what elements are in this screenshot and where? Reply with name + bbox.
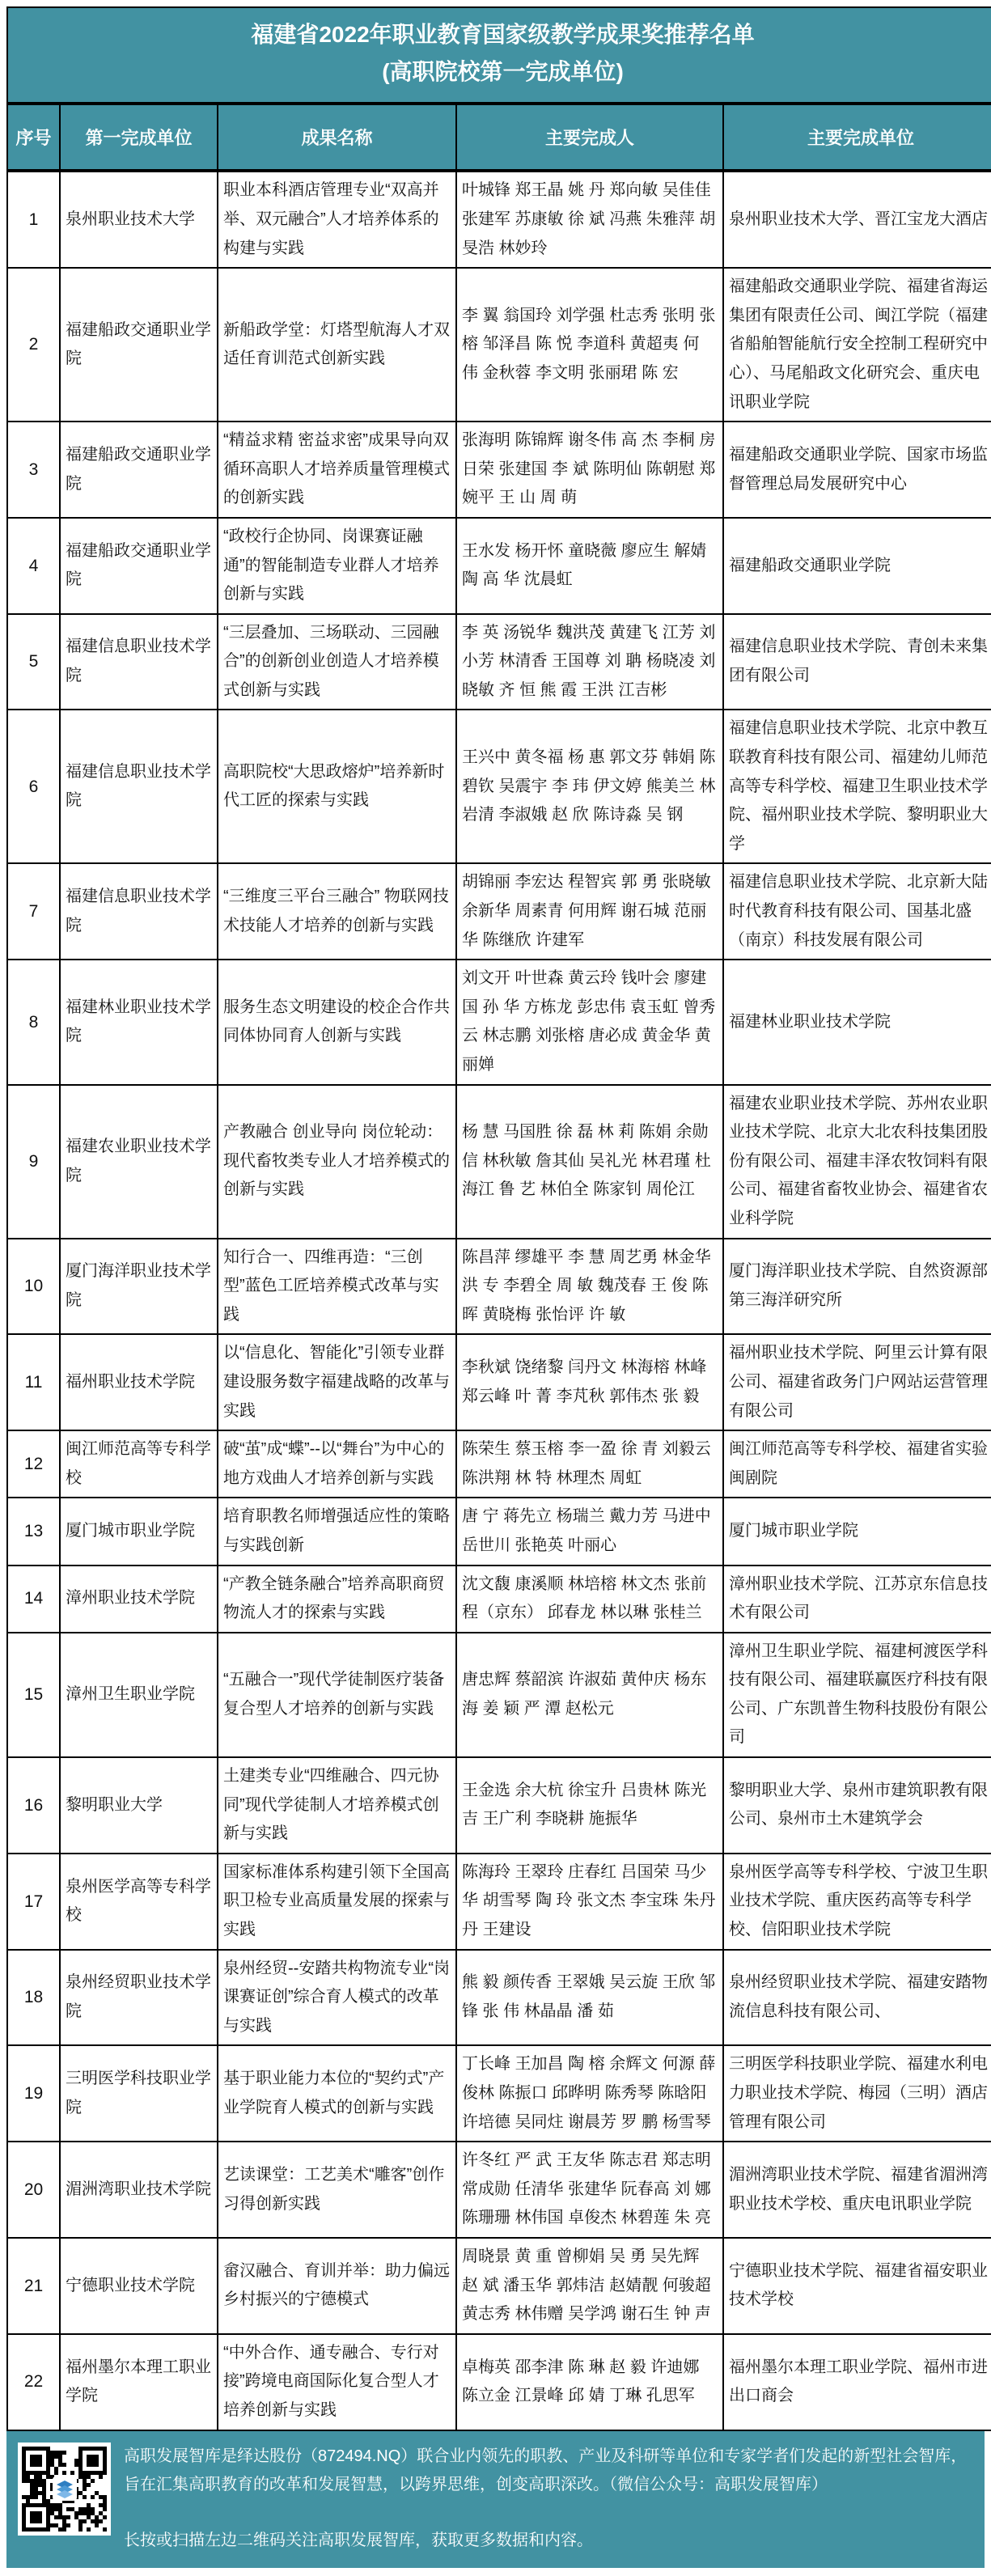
cell-no: 2	[7, 268, 60, 422]
table-row	[7, 268, 991, 422]
cell-main-units: 宁德职业技术学院、福建省福安职业技术学校	[723, 2238, 991, 2334]
cell-first-unit: 漳州职业技术学院	[60, 1566, 218, 1633]
cell-achievement: 以“信息化、智能化”引领专业群建设服务数字福建战略的改革与实践	[218, 1334, 456, 1430]
table-row	[7, 1239, 991, 1335]
cell-first-unit: 福州职业技术学院	[60, 1334, 218, 1430]
cell-people: 陈荣生 蔡玉榕 李一盈 徐 青 刘毅云 陈洪翔 林 特 林理杰 周虹	[456, 1430, 723, 1498]
cell-people: 周晓景 黄 重 曾柳娟 吴 勇 吴先辉 赵 斌 潘玉华 郭炜洁 赵婧靓 何骏超 黄志秀 林伟赠 吴学鸿 谢石生 钟 声	[456, 2238, 723, 2334]
cell-no: 13	[7, 1498, 60, 1565]
cell-people: 陈昌萍 缪雄平 李 慧 周艺勇 林金华 洪 专 李碧全 周 敏 魏茂春 王 俊 陈 晖 黄晓梅 张怡评 许 敏	[456, 1239, 723, 1335]
cell-first-unit: 福建船政交通职业学院	[60, 518, 218, 614]
table-row	[7, 1085, 991, 1239]
cell-first-unit: 闽江师范高等专科学校	[60, 1430, 218, 1498]
column-header-row	[7, 104, 991, 171]
cell-first-unit: 湄洲湾职业技术学院	[60, 2142, 218, 2238]
table-row	[7, 710, 991, 863]
cell-no: 16	[7, 1757, 60, 1854]
cell-no: 4	[7, 518, 60, 614]
table-row	[7, 2238, 991, 2334]
cell-first-unit: 泉州医学高等专科学校	[60, 1854, 218, 1950]
cell-no: 21	[7, 2238, 60, 2334]
cell-main-units: 湄洲湾职业技术学院、福建省湄洲湾职业技术学校、重庆电讯职业学院	[723, 2142, 991, 2238]
title-line-2: (高职院校第一完成单位)	[382, 59, 624, 85]
cell-achievement: 培育职教名师增强适应性的策略与实践创新	[218, 1498, 456, 1565]
cell-first-unit: 三明医学科技职业学院	[60, 2045, 218, 2142]
cell-achievement: “三维度三平台三融合” 物联网技术技能人才培养的创新与实践	[218, 863, 456, 960]
cell-people: 唐 宁 蒋先立 杨瑞兰 戴力芳 马进中 岳世川 张艳英 叶丽心	[456, 1498, 723, 1565]
title-line-1: 福建省2022年职业教育国家级教学成果奖推荐名单	[251, 22, 755, 47]
table-row	[7, 1950, 991, 2046]
cell-main-units: 福建船政交通职业学院	[723, 518, 991, 614]
cell-main-units: 福建信息职业技术学院、青创未来集团有限公司	[723, 614, 991, 710]
cell-achievement: 泉州经贸--安踏共构物流专业“岗课赛证创”综合育人模式的改革与实践	[218, 1950, 456, 2046]
cell-achievement: “中外合作、通专融合、专行对接”跨境电商国际化复合型人才培养创新与实践	[218, 2334, 456, 2430]
cell-people: 胡锦丽 李宏达 程智宾 郭 勇 张晓敏 余新华 周素青 何用辉 谢石城 范丽华 陈继欣 许建军	[456, 863, 723, 960]
cell-people: 刘文开 叶世森 黄云玲 钱叶会 廖建国 孙 华 方栋龙 彭忠伟 袁玉虹 曾秀云 林志鹏 刘张榕 唐必成 黄金华 黄丽婵	[456, 960, 723, 1084]
cell-people: 唐忠辉 蔡韶滨 许淑茹 黄仲庆 杨东海 姜 颖 严 潭 赵松元	[456, 1633, 723, 1757]
cell-first-unit: 福建农业职业技术学院	[60, 1085, 218, 1239]
table-row	[7, 1757, 991, 1854]
table-row	[7, 1498, 991, 1565]
cell-first-unit: 泉州职业技术大学	[60, 171, 218, 268]
table-row	[7, 1566, 991, 1633]
cell-main-units: 泉州职业技术大学、晋江宝龙大酒店	[723, 171, 991, 268]
cell-achievement: 畲汉融合、育训并举：助力偏远乡村振兴的宁德模式	[218, 2238, 456, 2334]
column-header-1: 第一完成单位	[60, 104, 218, 171]
cell-main-units: 福建信息职业技术学院、北京新大陆时代教育科技有限公司、国基北盛（南京）科技发展有限公司	[723, 863, 991, 960]
cell-people: 李 英 汤锐华 魏洪茂 黄建飞 江芳 刘小芳 林清香 王国尊 刘 聃 杨晓凌 刘晓敏 齐 恒 熊 霞 王洪 江吉彬	[456, 614, 723, 710]
footer-text	[124, 2443, 973, 2555]
cell-no: 8	[7, 960, 60, 1084]
cell-achievement: 产教融合 创业导向 岗位轮动：现代畜牧类专业人才培养模式的创新与实践	[218, 1085, 456, 1239]
results-table	[6, 6, 991, 2431]
cell-main-units: 福州职业技术学院、阿里云计算有限公司、福建省政务门户网站运营管理有限公司	[723, 1334, 991, 1430]
cell-first-unit: 漳州卫生职业学院	[60, 1633, 218, 1757]
cell-people: 张海明 陈锦辉 谢冬伟 高 杰 李桐 房日荣 张建国 李 斌 陈明仙 陈朝慰 郑婉平 王 山 周 萌	[456, 422, 723, 518]
cell-no: 12	[7, 1430, 60, 1498]
column-header-2: 成果名称	[218, 104, 456, 171]
cell-achievement: 基于职业能力本位的“契约式”产业学院育人模式的创新与实践	[218, 2045, 456, 2142]
table-row	[7, 422, 991, 518]
cell-people: 丁长峰 王加昌 陶 榕 余辉文 何源 薛俊林 陈振口 邱晔明 陈秀琴 陈晗阳 许培德 吴同炷 谢晨芳 罗 鹏 杨雪琴	[456, 2045, 723, 2142]
footer-banner	[6, 2431, 985, 2568]
cell-no: 14	[7, 1566, 60, 1633]
qr-code	[18, 2443, 111, 2536]
cell-achievement: 高职院校“大思政熔炉”培养新时代工匠的探索与实践	[218, 710, 456, 863]
cell-main-units: 福建船政交通职业学院、国家市场监督管理总局发展研究中心	[723, 422, 991, 518]
column-header-3: 主要完成人	[456, 104, 723, 171]
cell-achievement: “精益求精 密益求密”成果导向双循环高职人才培养质量管理模式的创新实践	[218, 422, 456, 518]
cell-people: 王水发 杨开怀 童晓薇 廖应生 解婧陶 高 华 沈晨虹	[456, 518, 723, 614]
cell-main-units: 漳州卫生职业学院、福建柯渡医学科技有限公司、福建联赢医疗科技有限公司、广东凯普生物科技股份有限公司	[723, 1633, 991, 1757]
cell-main-units: 泉州医学高等专科学校、宁波卫生职业技术学院、重庆医药高等专科学校、信阳职业技术学院	[723, 1854, 991, 1950]
table-row	[7, 863, 991, 960]
cell-no: 20	[7, 2142, 60, 2238]
cell-main-units: 泉州经贸职业技术学院、福建安踏物流信息科技有限公司、	[723, 1950, 991, 2046]
cell-no: 11	[7, 1334, 60, 1430]
cell-people: 李秋斌 饶绪黎 闫丹文 林海榕 林峰 郑云峰 叶 菁 李芃秋 郭伟杰 张 毅	[456, 1334, 723, 1430]
cell-first-unit: 泉州经贸职业技术学院	[60, 1950, 218, 2046]
cell-first-unit: 福建信息职业技术学院	[60, 863, 218, 960]
cell-people: 沈文馥 康溪顺 林培榕 林文杰 张前程（京东） 邱春龙 林以琳 张桂兰	[456, 1566, 723, 1633]
cell-people: 叶城锋 郑王晶 姚 丹 郑向敏 吴佳佳 张建军 苏康敏 徐 斌 冯燕 朱雅萍 胡旻浩 林妙玲	[456, 171, 723, 268]
cell-first-unit: 宁德职业技术学院	[60, 2238, 218, 2334]
cell-achievement: “三层叠加、三场联动、三园融合”的创新创业创造人才培养模式创新与实践	[218, 614, 456, 710]
cell-main-units: 福州墨尔本理工职业学院、福州市进出口商会	[723, 2334, 991, 2430]
cell-first-unit: 厦门城市职业学院	[60, 1498, 218, 1565]
cell-people: 熊 毅 颜传香 王翠娥 吴云旋 王欣 邹 锋 张 伟 林晶晶 潘 茹	[456, 1950, 723, 2046]
cell-main-units: 漳州职业技术学院、江苏京东信息技术有限公司	[723, 1566, 991, 1633]
cell-main-units: 黎明职业大学、泉州市建筑职教有限公司、泉州市土木建筑学会	[723, 1757, 991, 1854]
cell-people: 卓梅英 邵李津 陈 琳 赵 毅 许迪娜 陈立金 江景峰 邱 婧 丁琳 孔思军	[456, 2334, 723, 2430]
cell-main-units: 福建船政交通职业学院、福建省海运集团有限责任公司、闽江学院（福建省船舶智能航行安全控制工程研究中心）、马尾船政文化研究会、重庆电讯职业学院	[723, 268, 991, 422]
cell-no: 5	[7, 614, 60, 710]
cell-no: 15	[7, 1633, 60, 1757]
table-body	[7, 171, 991, 2430]
cell-main-units: 闽江师范高等专科学校、福建省实验闽剧院	[723, 1430, 991, 1498]
table-title	[7, 7, 991, 104]
cell-achievement: “产教全链条融合”培养高职商贸物流人才的探索与实践	[218, 1566, 456, 1633]
table-row	[7, 2334, 991, 2430]
cell-no: 18	[7, 1950, 60, 2046]
cell-people: 杨 慧 马国胜 徐 磊 林 莉 陈娟 余勋信 林秋敏 詹其仙 吴礼光 林君瑾 杜海江 鲁 艺 林伯全 陈家钊 周伦江	[456, 1085, 723, 1239]
table-row	[7, 518, 991, 614]
cell-people: 王兴中 黄冬福 杨 惠 郭文芬 韩娟 陈碧钦 吴震宇 李 玮 伊文婷 熊美兰 林岩清 李淑娥 赵 欣 陈诗淼 吴 钢	[456, 710, 723, 863]
cell-no: 9	[7, 1085, 60, 1239]
cell-achievement: “五融合一”现代学徒制医疗装备复合型人才培养的创新与实践	[218, 1633, 456, 1757]
footer-cta: 长按或扫描左边二维码关注高职发展智库，获取更多数据和内容。	[124, 2531, 593, 2549]
table-row	[7, 1854, 991, 1950]
cell-no: 6	[7, 710, 60, 863]
cell-first-unit: 福建林业职业技术学院	[60, 960, 218, 1084]
publisher-logo-icon	[53, 2476, 77, 2501]
cell-achievement: 艺读课堂：工艺美术“雕客”创作习得创新实践	[218, 2142, 456, 2238]
cell-people: 陈海玲 王翠玲 庄春红 吕国荣 马少华 胡雪琴 陶 玲 张文杰 李宝珠 朱丹丹 王建设	[456, 1854, 723, 1950]
table-row	[7, 1633, 991, 1757]
cell-first-unit: 福建船政交通职业学院	[60, 422, 218, 518]
cell-achievement: “政校行企协同、岗课赛证融通”的智能制造专业群人才培养创新与实践	[218, 518, 456, 614]
cell-no: 17	[7, 1854, 60, 1950]
cell-main-units: 福建林业职业技术学院	[723, 960, 991, 1084]
table-row	[7, 614, 991, 710]
cell-first-unit: 福建信息职业技术学院	[60, 614, 218, 710]
cell-achievement: 新船政学堂：灯塔型航海人才双适任育训范式创新实践	[218, 268, 456, 422]
cell-achievement: 服务生态文明建设的校企合作共同体协同育人创新与实践	[218, 960, 456, 1084]
cell-first-unit: 厦门海洋职业技术学院	[60, 1239, 218, 1335]
cell-first-unit: 福建船政交通职业学院	[60, 268, 218, 422]
footer-description: 高职发展智库是绎达股份（872494.NQ）联合业内领先的职教、产业及科研等单位和专家学者们发起的新型社会智库，旨在汇集高职教育的改革和发展智慧，以跨界思维，创变高职深改。（微信公众号：高职发展智库）	[124, 2447, 968, 2493]
cell-first-unit: 黎明职业大学	[60, 1757, 218, 1854]
cell-people: 李 翼 翁国玲 刘学强 杜志秀 张明 张 榕 邹泽昌 陈 悦 李道科 黄超夷 何 伟 金秋蓉 李文明 张丽珺 陈 宏	[456, 268, 723, 422]
cell-achievement: 职业本科酒店管理专业“双高并举、双元融合”人才培养体系的构建与实践	[218, 171, 456, 268]
table-row	[7, 2142, 991, 2238]
cell-achievement: 土建类专业“四维融合、四元协同”现代学徒制人才培养模式创新与实践	[218, 1757, 456, 1854]
cell-main-units: 福建信息职业技术学院、北京中教互联教育科技有限公司、福建幼儿师范高等专科学校、福建卫生职业技术学院、福州职业技术学院、黎明职业大学	[723, 710, 991, 863]
table-row	[7, 1334, 991, 1430]
cell-people: 许冬红 严 武 王友华 陈志君 郑志明 常成勋 任清华 张建华 阮春高 刘 娜 陈珊珊 林伟国 卓俊杰 林碧莲 朱 亮	[456, 2142, 723, 2238]
table-row	[7, 2045, 991, 2142]
cell-achievement: 知行合一、四维再造：“三创型”蓝色工匠培养模式改革与实践	[218, 1239, 456, 1335]
cell-people: 王金选 余大杭 徐宝升 吕贵林 陈光吉 王广利 李晓耕 施振华	[456, 1757, 723, 1854]
cell-achievement: 破“茧”成“蝶”--以“舞台”为中心的地方戏曲人才培养创新与实践	[218, 1430, 456, 1498]
cell-no: 1	[7, 171, 60, 268]
cell-first-unit: 福建信息职业技术学院	[60, 710, 218, 863]
table-row	[7, 1430, 991, 1498]
cell-no: 10	[7, 1239, 60, 1335]
cell-no: 22	[7, 2334, 60, 2430]
title-row	[7, 7, 991, 104]
cell-no: 3	[7, 422, 60, 518]
table-row	[7, 171, 991, 268]
column-header-4: 主要完成单位	[723, 104, 991, 171]
cell-main-units: 三明医学科技职业学院、福建水利电力职业技术学院、梅园（三明）酒店管理有限公司	[723, 2045, 991, 2142]
cell-main-units: 福建农业职业技术学院、苏州农业职业技术学院、北京大北农科技集团股份有限公司、福建丰泽农牧饲料有限公司、福建省畜牧业协会、福建省农业科学院	[723, 1085, 991, 1239]
cell-main-units: 厦门城市职业学院	[723, 1498, 991, 1565]
table-row	[7, 960, 991, 1084]
cell-main-units: 厦门海洋职业技术学院、自然资源部第三海洋研究所	[723, 1239, 991, 1335]
cell-no: 19	[7, 2045, 60, 2142]
cell-first-unit: 福州墨尔本理工职业学院	[60, 2334, 218, 2430]
column-header-0: 序号	[7, 104, 60, 171]
cell-no: 7	[7, 863, 60, 960]
cell-achievement: 国家标准体系构建引领下全国高职卫检专业高质量发展的探索与实践	[218, 1854, 456, 1950]
